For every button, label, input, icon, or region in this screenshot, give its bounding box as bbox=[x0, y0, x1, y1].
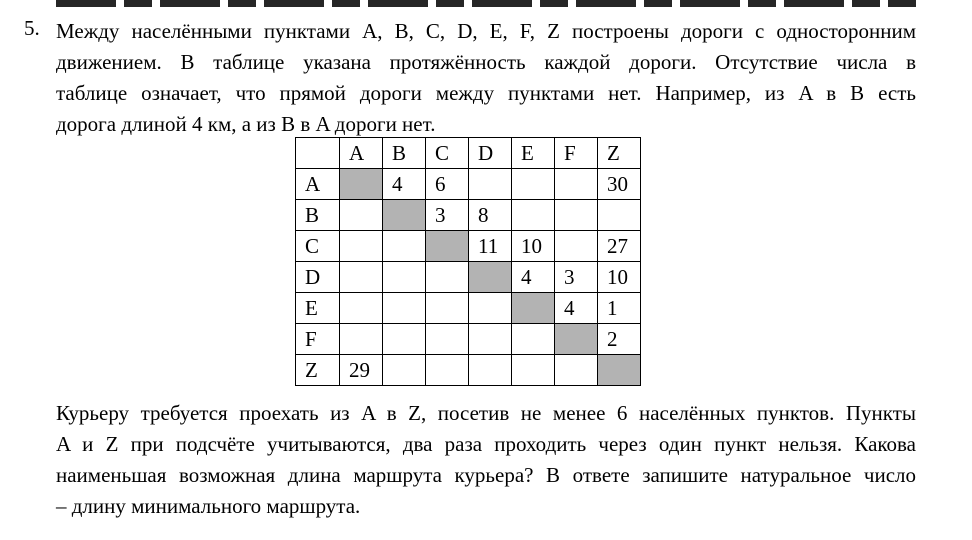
problem-number: 5. bbox=[24, 16, 40, 40]
table-row bbox=[296, 231, 641, 262]
distance-cell: 4 bbox=[555, 293, 598, 324]
distance-cell bbox=[469, 169, 512, 200]
distance-cell bbox=[469, 293, 512, 324]
distance-cell bbox=[340, 200, 383, 231]
diagonal-cell bbox=[426, 231, 469, 262]
table-row bbox=[296, 262, 641, 293]
intro-line: дорога длиной 4 км, а из B в A дороги нет. bbox=[56, 112, 436, 136]
distance-cell: 1 bbox=[598, 293, 641, 324]
distance-cell bbox=[469, 324, 512, 355]
distance-cell bbox=[555, 355, 598, 386]
distance-cell bbox=[555, 200, 598, 231]
column-header: Z bbox=[598, 138, 641, 169]
distance-cell: 3 bbox=[426, 200, 469, 231]
table-row bbox=[296, 293, 641, 324]
cropped-previous-text bbox=[56, 0, 916, 7]
table-row bbox=[296, 355, 641, 386]
row-header: Z bbox=[296, 355, 340, 386]
intro-line: Между населёнными пунктами A, B, C, D, E, F, Z построены дороги с односторонним bbox=[56, 19, 916, 43]
intro-line: таблице означает, что прямой дороги между пунктами нет. Например, из A в B есть bbox=[56, 81, 916, 105]
distance-cell bbox=[512, 324, 555, 355]
distance-cell: 27 bbox=[598, 231, 641, 262]
distance-cell bbox=[555, 231, 598, 262]
distance-cell bbox=[555, 169, 598, 200]
diagonal-cell bbox=[469, 262, 512, 293]
distance-cell bbox=[426, 355, 469, 386]
row-header: C bbox=[296, 231, 340, 262]
row-header: F bbox=[296, 324, 340, 355]
distance-cell bbox=[383, 324, 426, 355]
distance-cell bbox=[340, 293, 383, 324]
column-header: D bbox=[469, 138, 512, 169]
diagonal-cell bbox=[340, 169, 383, 200]
column-header: E bbox=[512, 138, 555, 169]
distance-cell bbox=[340, 231, 383, 262]
column-header: B bbox=[383, 138, 426, 169]
question-line: Курьеру требуется проехать из A в Z, посетив не менее 6 населённых пунктов. Пункты bbox=[56, 401, 916, 425]
distance-cell bbox=[383, 231, 426, 262]
distance-cell bbox=[426, 262, 469, 293]
distance-cell bbox=[426, 293, 469, 324]
row-header: B bbox=[296, 200, 340, 231]
distance-cell: 3 bbox=[555, 262, 598, 293]
distance-cell bbox=[512, 169, 555, 200]
table-row bbox=[296, 324, 641, 355]
question-line: – длину минимального маршрута. bbox=[56, 494, 361, 518]
distance-cell: 8 bbox=[469, 200, 512, 231]
distance-cell: 10 bbox=[598, 262, 641, 293]
table-corner-cell bbox=[296, 138, 340, 169]
table-row bbox=[296, 169, 641, 200]
distance-cell: 30 bbox=[598, 169, 641, 200]
distance-cell: 11 bbox=[469, 231, 512, 262]
column-header: C bbox=[426, 138, 469, 169]
distance-cell: 6 bbox=[426, 169, 469, 200]
distance-cell bbox=[383, 355, 426, 386]
diagonal-cell bbox=[512, 293, 555, 324]
distance-cell bbox=[598, 200, 641, 231]
distance-cell bbox=[512, 355, 555, 386]
distance-cell bbox=[340, 324, 383, 355]
distance-cell bbox=[512, 200, 555, 231]
intro-line: движением. В таблице указана протяжённость каждой дороги. Отсутствие числа в bbox=[56, 50, 916, 74]
row-header: D bbox=[296, 262, 340, 293]
distance-cell: 4 bbox=[512, 262, 555, 293]
table-row bbox=[296, 200, 641, 231]
distance-cell: 10 bbox=[512, 231, 555, 262]
diagonal-cell bbox=[555, 324, 598, 355]
row-header: E bbox=[296, 293, 340, 324]
column-header: F bbox=[555, 138, 598, 169]
diagonal-cell bbox=[383, 200, 426, 231]
question-line: наименьшая возможная длина маршрута курьера? В ответе запишите натуральное число bbox=[56, 463, 916, 487]
question-line: A и Z при подсчёте учитываются, два раза проходить через один пункт нельзя. Какова bbox=[56, 432, 916, 456]
table-header-row bbox=[296, 138, 641, 169]
diagonal-cell bbox=[598, 355, 641, 386]
distance-cell bbox=[340, 262, 383, 293]
distance-cell: 29 bbox=[340, 355, 383, 386]
distance-cell bbox=[383, 293, 426, 324]
column-header: A bbox=[340, 138, 383, 169]
problem-question bbox=[56, 398, 916, 522]
distance-cell bbox=[469, 355, 512, 386]
distance-cell: 2 bbox=[598, 324, 641, 355]
problem-intro bbox=[56, 16, 916, 140]
distance-cell bbox=[383, 262, 426, 293]
row-header: A bbox=[296, 169, 340, 200]
road-length-table bbox=[295, 137, 641, 386]
distance-cell bbox=[426, 324, 469, 355]
distance-cell: 4 bbox=[383, 169, 426, 200]
